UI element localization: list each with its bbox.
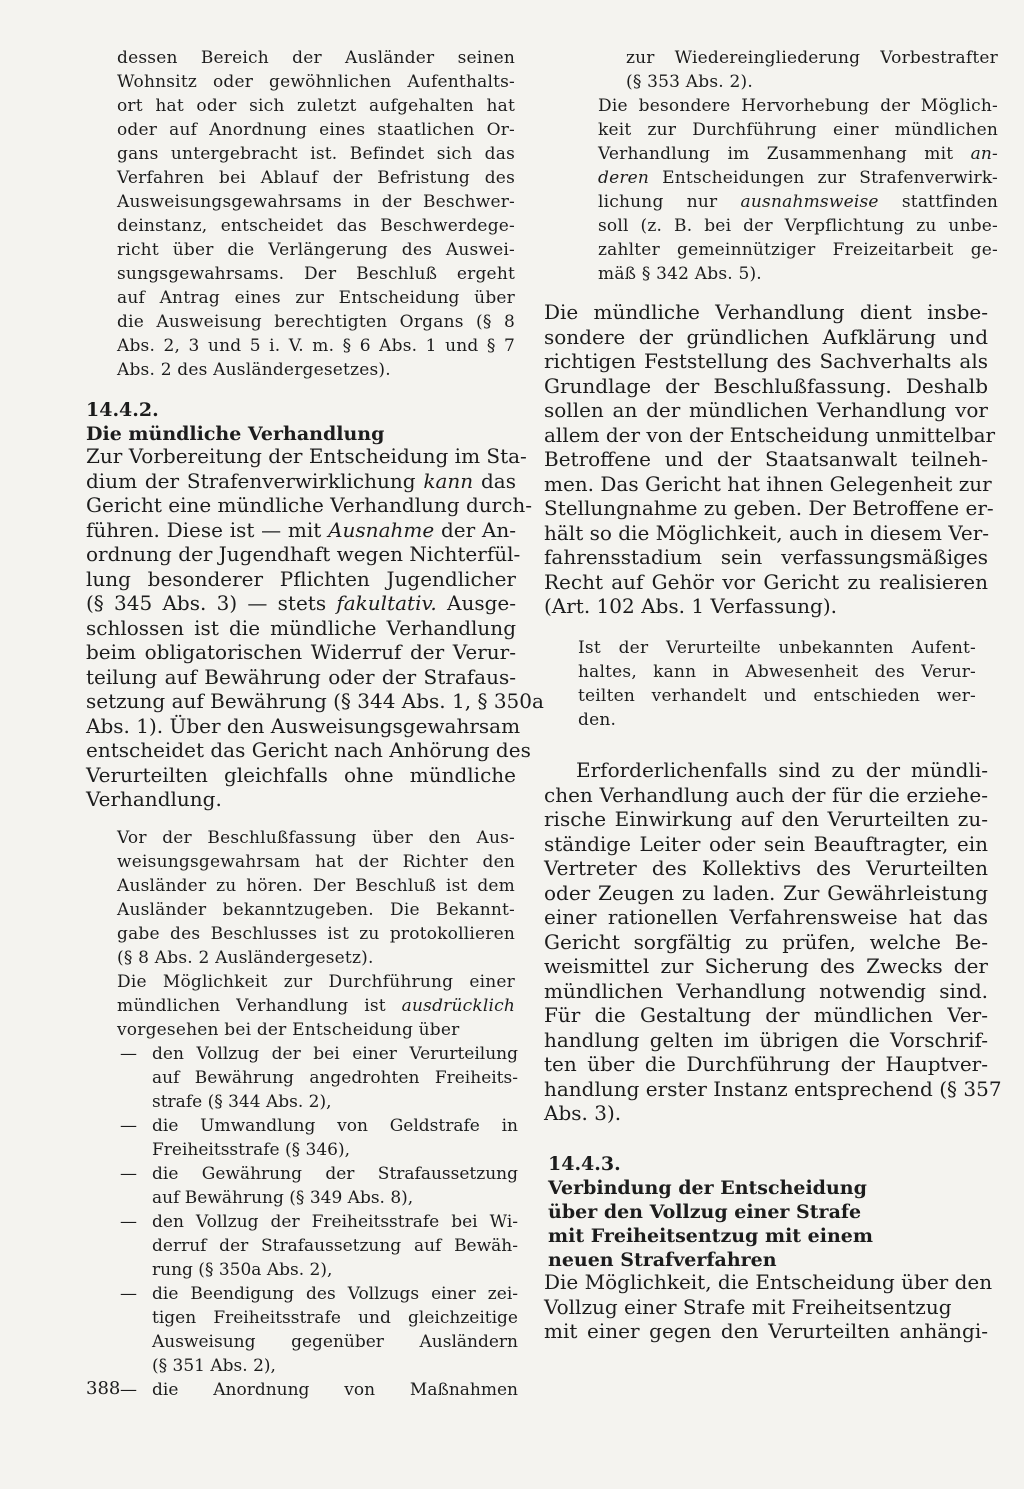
list-item: — die Umwandlung von Geldstrafe in Freiheitsstrafe (§ 346), [120, 1116, 518, 1160]
section-heading-14-4-2 [86, 398, 384, 446]
dash-bullet: — [120, 1044, 137, 1064]
emphasis: Ausnahme [328, 517, 435, 542]
paragraph-continued: dessen Bereich der Ausländer seinen Wohnsitz oder gewöhnlichen Aufenthalts- ort hat oder sich zuletzt aufgehalten hat oder auf Anordnung eines staatlichen Or- gans untergebracht ist. Befindet sich das Verfahren bei Ablauf der Befristung des Ausweisungsgewahrsams in der Beschwer- deinstanz, entscheidet das Beschwerdege- richt über die Verlängerung des Auswei- sungsgewahrsams. Der Beschluß ergeht auf Antrag eines zur Entscheidung über die Ausweisung berechtigten Organs (§ 8 Abs. 2, 3 und 5 i. V. m. § 6 Abs. 1 und § 7 Abs. 2 des Ausländergesetzes). [117, 48, 515, 380]
dash-bullet: — [120, 1116, 137, 1136]
section-heading-14-4-3 [548, 1152, 873, 1272]
emphasis: ausnahmsweise [740, 192, 879, 212]
dash-bullet: — [120, 1164, 137, 1184]
dash-list [120, 1042, 518, 1402]
list-item: — die Beendigung des Vollzugs einer zei- tigen Freiheitsstrafe und gleichzeitige Ausweisung gegenüber Ausländern (§ 351 Abs. 2), [120, 1284, 518, 1376]
section-number: 14.4.2. [86, 399, 159, 421]
note-paragraph: Ist der Verurteilte unbekannten Aufent- haltes, kann in Abwesenheit des Verur- teilten verhandelt und entschieden wer- den. [578, 638, 976, 730]
dash-bullet: — [120, 1212, 137, 1232]
section-title: Die mündliche Verhandlung [86, 423, 385, 445]
emphasis: ausdrücklich [401, 996, 515, 1016]
dash-bullet: — [120, 1284, 137, 1304]
note-paragraph-continued: zur Wiedereingliederung Vorbestrafter (§ 353 Abs. 2). Die besondere Hervorhebung der Möglich- keit zur Durchführung einer mündlichen Verhandlung im Zusammenhang mit an- deren Entscheidungen zur Strafenverwirk- lichung nur ausnahmsweise stattfinden soll (z. B. bei der Verpflichtung zu unbe- zahlter gemeinnütziger Freizeitarbeit ge- mäß § 342 Abs. 5). [598, 48, 998, 284]
emphasis: deren [598, 168, 650, 188]
list-item: — die Gewährung der Strafaussetzung auf Bewährung (§ 349 Abs. 8), [120, 1164, 518, 1208]
section-title: über den Vollzug einer Strafe [548, 1201, 862, 1223]
body-paragraph: Zur Vorbereitung der Entscheidung im Sta- dium der Strafenverwirklichung kann das Gericht eine mündliche Verhandlung durch- führen. Diese ist — mit Ausnahme der An- ordnung der Jugendhaft wegen Nichterfül- lung besonderer Pflichten Jugendlicher (§ 345 Abs. 3) — stets fakultativ. Ausge- schlossen ist die mündliche Verhandlung beim obligatorischen Widerruf der Verur- teilung auf Bewährung oder der Strafaus- setzung auf Bewährung (§ 344 Abs. 1, § 350a Abs. 1). Über den Ausweisungsgewahrsam entscheidet das Gericht nach Anhörung des Verurteilten gleichfalls ohne mündliche Verhandlung. [86, 444, 544, 811]
emphasis: kann [423, 468, 474, 493]
section-title: Verbindung der Entscheidung [548, 1177, 867, 1199]
dash-bullet: — [120, 1380, 137, 1400]
list-item: — den Vollzug der Freiheitsstrafe bei Wi- derruf der Strafaussetzung auf Bewäh- rung (§ 350a Abs. 2), [120, 1212, 518, 1280]
body-paragraph: Die mündliche Verhandlung dient insbe- sondere der gründlichen Aufklärung und richtigen Feststellung des Sachverhalts als Grundlage der Beschlußfassung. Deshalb sollen an der mündlichen Verhandlung vor allem der von der Entscheidung unmittelbar Betroffene und der Staatsanwalt teilneh- men. Das Gericht hat ihnen Gelegenheit zur Stellungnahme zu geben. Der Betroffene er- hält so die Möglichkeit, auch in diesem Ver- fahrensstadium sein verfassungsmäßiges Recht auf Gehör vor Gericht zu realisieren (Art. 102 Abs. 1 Verfassung). [544, 300, 996, 618]
body-paragraph: Die Möglichkeit, die Entscheidung über den Vollzug einer Strafe mit Freiheitsentzug mit einer gegen den Verurteilten anhängi- [544, 1270, 993, 1343]
list-item: — den Vollzug der bei einer Verurteilung auf Bewährung angedrohten Freiheits- strafe (§ 344 Abs. 2), [120, 1044, 518, 1112]
section-title: mit Freiheitsentzug mit einem [548, 1225, 873, 1247]
emphasis: an- [970, 144, 998, 164]
section-number: 14.4.3. [548, 1153, 621, 1175]
section-title: neuen Strafverfahren [548, 1249, 777, 1271]
body-paragraph: Erforderlichenfalls sind zu der mündli- chen Verhandlung auch der für die erziehe- rische Einwirkung auf den Verurteilten zu- ständige Leiter oder sein Beauftragter, ein Vertreter des Kollektivs des Verurteilten oder Zeugen zu laden. Zur Gewährleistung einer rationellen Verfahrensweise hat das Gericht sorgfältig zu prüfen, welche Be- weismittel zur Sicherung des Zwecks der mündlichen Verhandlung notwendig sind. Für die Gestaltung der mündlichen Ver- handlung gelten im übrigen die Vorschrif- ten über die Durchführung der Hauptver- handlung erster Instanz entsprechend (§ 357 Abs. 3). [544, 758, 1002, 1125]
note-paragraph: Vor der Beschlußfassung über den Aus- weisungsgewahrsam hat der Richter den Ausländer zu hören. Der Beschluß ist dem Ausländer bekanntzugeben. Die Bekannt- gabe des Beschlusses ist zu protokollieren (§ 8 Abs. 2 Ausländergesetz). Die Möglichkeit zur Durchführung einer mündlichen Verhandlung ist ausdrücklich vorgesehen bei der Entscheidung über [117, 828, 515, 1040]
list-item: — die Anordnung von Maßnahmen [120, 1380, 518, 1400]
page-number: 388 [86, 1378, 121, 1399]
emphasis: fakultativ. [336, 591, 437, 615]
